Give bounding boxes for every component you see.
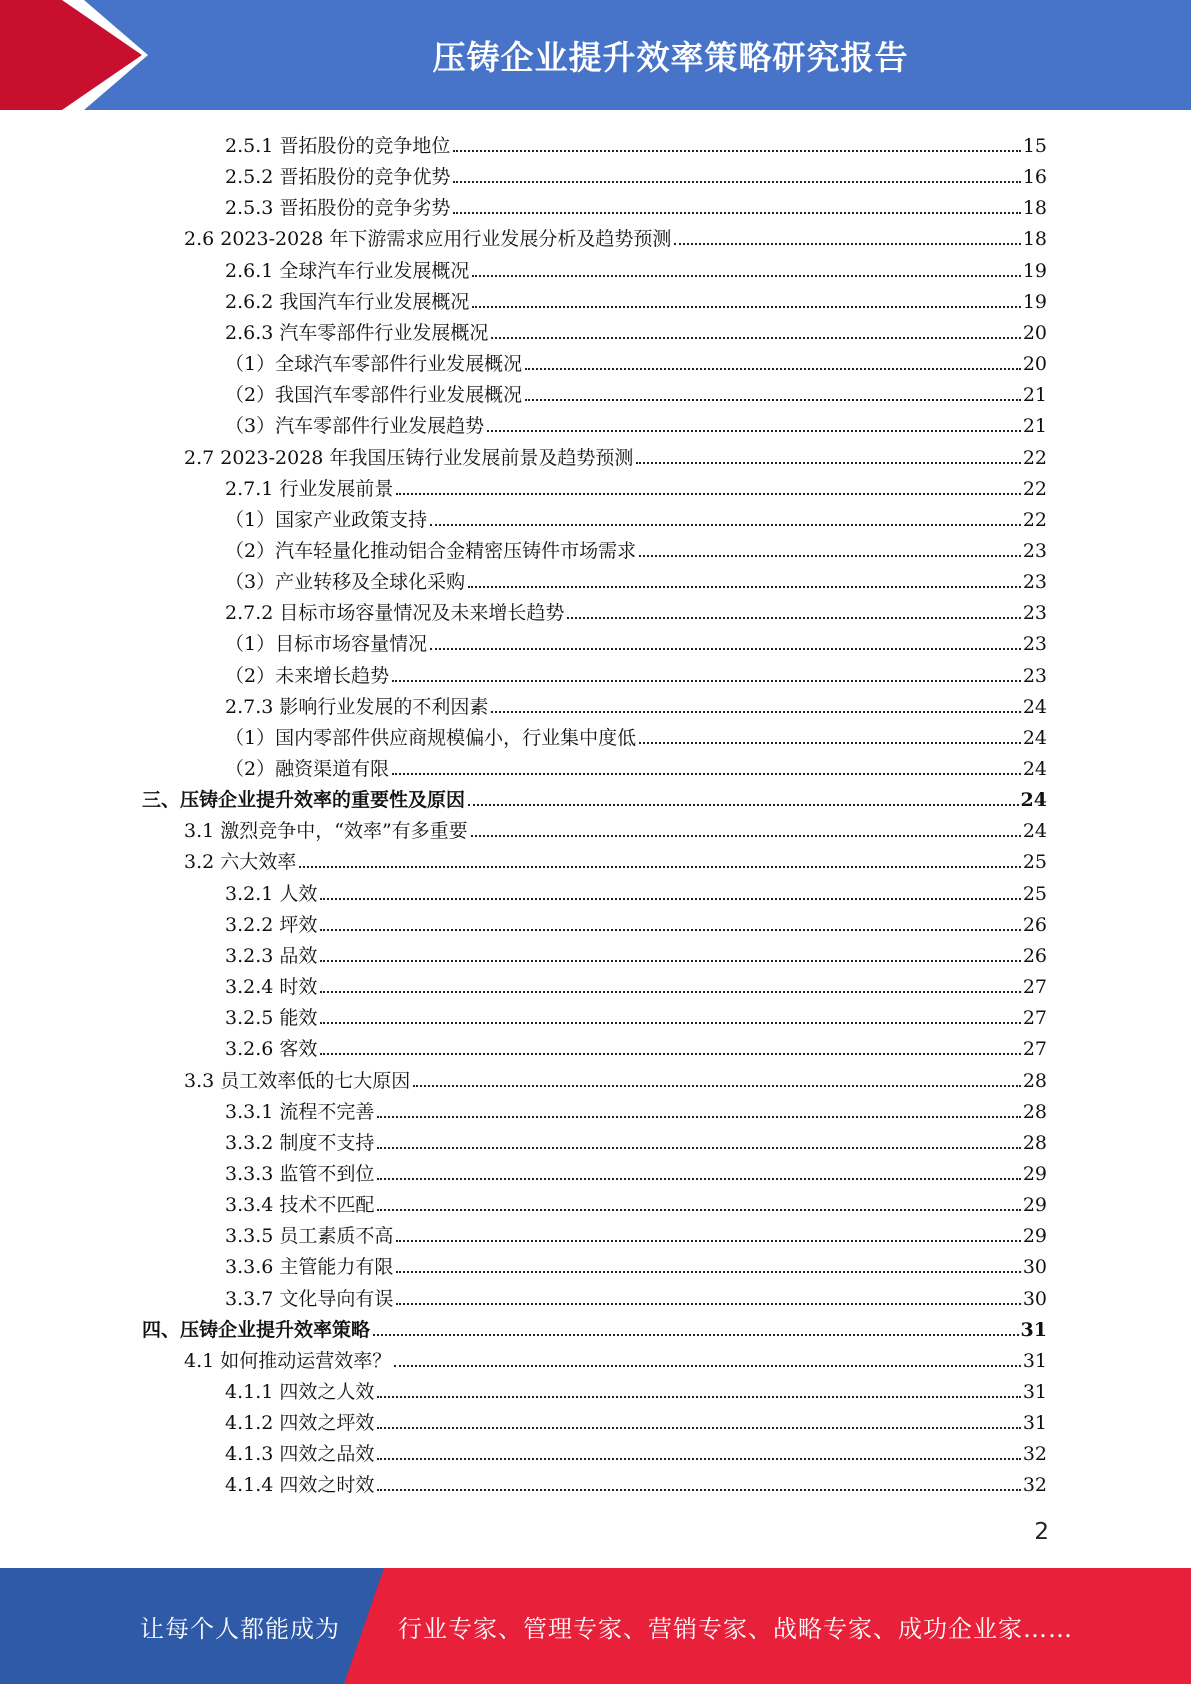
toc-dot-leader <box>377 1178 1020 1180</box>
toc-dot-leader <box>468 804 1019 806</box>
toc-dot-leader <box>487 430 1021 432</box>
toc-entry-label: （2）我国汽车零部件行业发展概况 <box>225 384 523 407</box>
toc-entry-page: 32 <box>1022 1443 1047 1466</box>
toc-dot-leader <box>639 742 1021 744</box>
toc-entry-page: 24 <box>1022 726 1047 749</box>
toc-entry[interactable] <box>225 688 1047 719</box>
toc-entry[interactable] <box>225 1435 1047 1466</box>
toc-dot-leader <box>377 1396 1020 1398</box>
toc-entry-label: 3.3.6 主管能力有限 <box>225 1256 394 1279</box>
toc-entry-label: 4.1.3 四效之品效 <box>225 1443 375 1466</box>
toc-entry[interactable] <box>225 750 1047 781</box>
toc-entry[interactable] <box>225 127 1047 158</box>
toc-dot-leader <box>472 306 1020 308</box>
toc-entry-page: 15 <box>1022 135 1047 157</box>
toc-entry-label: （3）汽车零部件行业发展趋势 <box>225 415 485 438</box>
toc-entry[interactable] <box>225 314 1047 345</box>
toc-entry[interactable] <box>225 345 1047 376</box>
toc-entry-label: 3.3.2 制度不支持 <box>225 1131 375 1154</box>
toc-entry-label: 2.6.3 汽车零部件行业发展概况 <box>225 321 489 344</box>
footer-slogan-right: 行业专家、管理专家、营销专家、战略专家、成功企业家…… <box>398 1614 1073 1643</box>
toc-entry-label: （1）目标市场容量情况 <box>225 633 428 656</box>
toc-dot-leader <box>392 773 1021 775</box>
toc-entry[interactable] <box>184 1342 1047 1373</box>
toc-entry-label: 2.7.3 影响行业发展的不利因素 <box>225 695 489 718</box>
toc-entry[interactable] <box>225 1093 1047 1124</box>
toc-entry-page: 31 <box>1020 1318 1047 1341</box>
toc-entry-label: 3.2.6 客效 <box>225 1038 318 1061</box>
toc-entry-label: 4.1.2 四效之坪效 <box>225 1412 375 1435</box>
toc-dot-leader <box>377 1116 1020 1118</box>
toc-dot-leader <box>396 1240 1020 1242</box>
toc-entry-label: （1）国家产业政策支持 <box>225 508 428 531</box>
toc-dot-leader <box>320 1022 1020 1024</box>
toc-entry[interactable] <box>142 781 1047 812</box>
toc-entry[interactable] <box>225 719 1047 750</box>
toc-entry[interactable] <box>225 1124 1047 1155</box>
toc-entry-label: （1）全球汽车零部件行业发展概况 <box>225 353 523 376</box>
toc-entry-page: 25 <box>1022 851 1047 874</box>
toc-entry-page: 28 <box>1022 1069 1047 1092</box>
toc-entry[interactable] <box>225 1030 1047 1061</box>
toc-entry-label: 4.1 如何推动运营效率？ <box>184 1349 392 1372</box>
toc-entry[interactable] <box>184 220 1047 251</box>
toc-entry[interactable] <box>225 657 1047 688</box>
toc-entry[interactable] <box>225 1155 1047 1186</box>
toc-entry-page: 22 <box>1022 477 1047 500</box>
toc-entry-page: 29 <box>1022 1194 1047 1217</box>
toc-dot-leader <box>453 150 1020 152</box>
toc-entry[interactable] <box>225 594 1047 625</box>
toc-entry-label: （2）汽车轻量化推动铝合金精密压铸件市场需求 <box>225 539 637 562</box>
toc-dot-leader <box>320 960 1020 962</box>
toc-entry-label: 2.6 2023-2028 年下游需求应用行业发展分析及趋势预测 <box>184 228 672 251</box>
toc-entry[interactable] <box>225 1280 1047 1311</box>
toc-entry-label: 3.3 员工效率低的七大原因 <box>184 1069 411 1092</box>
toc-entry-page: 23 <box>1022 571 1047 594</box>
toc-dot-leader <box>639 555 1021 557</box>
toc-entry-page: 22 <box>1022 508 1047 531</box>
toc-entry[interactable] <box>225 532 1047 563</box>
toc-entry-page: 22 <box>1022 446 1047 469</box>
toc-dot-leader <box>453 181 1020 183</box>
toc-entry[interactable] <box>225 283 1047 314</box>
toc-entry-page: 30 <box>1022 1287 1047 1310</box>
toc-dot-leader <box>392 680 1021 682</box>
toc-entry[interactable] <box>225 968 1047 999</box>
toc-entry-label: 4.1.4 四效之时效 <box>225 1474 375 1497</box>
toc-entry[interactable] <box>225 563 1047 594</box>
toc-dot-leader <box>377 1209 1020 1211</box>
toc-dot-leader <box>491 711 1020 713</box>
toc-entry[interactable] <box>142 1311 1047 1342</box>
toc-entry-label: （1）国内零部件供应商规模偏小，行业集中度低 <box>225 726 637 749</box>
toc-entry-page: 23 <box>1022 539 1047 562</box>
toc-entry-page: 20 <box>1022 353 1047 376</box>
toc-dot-leader <box>453 212 1020 214</box>
page-header <box>0 0 1191 110</box>
toc-entry[interactable] <box>225 501 1047 532</box>
toc-entry-label: 3.2 六大效率 <box>184 851 297 874</box>
toc-entry-label: 2.7.2 目标市场容量情况及未来增长趋势 <box>225 602 565 625</box>
toc-entry-page: 18 <box>1022 228 1047 251</box>
toc-entry-page: 16 <box>1022 166 1047 189</box>
toc-entry-label: 2.7 2023-2028 年我国压铸行业发展前景及趋势预测 <box>184 446 634 469</box>
toc-entry-page: 21 <box>1022 384 1047 407</box>
toc-dot-leader <box>413 1085 1021 1087</box>
toc-entry-page: 24 <box>1022 758 1047 780</box>
toc-dot-leader <box>491 337 1020 339</box>
toc-dot-leader <box>396 1271 1020 1273</box>
toc-dot-leader <box>320 898 1020 900</box>
toc-entry[interactable] <box>184 1062 1047 1093</box>
toc-entry-page: 24 <box>1020 789 1047 812</box>
toc-entry-label: 3.2.2 坪效 <box>225 913 318 936</box>
toc-entry-label: 3.3.5 员工素质不高 <box>225 1225 394 1248</box>
toc-entry-label: （3）产业转移及全球化采购 <box>225 571 466 594</box>
page-number: 2 <box>1034 1519 1049 1545</box>
toc-dot-leader <box>396 493 1020 495</box>
toc-entry[interactable] <box>225 376 1047 407</box>
toc-entry-page: 23 <box>1022 602 1047 625</box>
toc-entry-page: 31 <box>1022 1349 1047 1372</box>
toc-entry[interactable] <box>225 1248 1047 1279</box>
toc-entry-label: 3.2.4 时效 <box>225 976 318 999</box>
toc-entry-page: 29 <box>1022 1225 1047 1248</box>
toc-entry[interactable] <box>225 1466 1047 1497</box>
toc-entry-label: 2.5.2 晋拓股份的竞争优势 <box>225 166 451 189</box>
toc-entry-label: 3.3.4 技术不匹配 <box>225 1194 375 1217</box>
toc-entry-page: 18 <box>1022 197 1047 220</box>
toc-entry-page: 30 <box>1022 1256 1047 1279</box>
toc-entry-label: 4.1.1 四效之人效 <box>225 1381 375 1403</box>
toc-dot-leader <box>299 866 1021 868</box>
toc-entry-label: 3.2.1 人效 <box>225 882 318 905</box>
toc-entry-page: 19 <box>1022 259 1047 282</box>
toc-entry-page: 26 <box>1022 944 1047 967</box>
toc-entry-page: 28 <box>1022 1131 1047 1154</box>
toc-entry-label: 3.3.7 文化导向有误 <box>225 1287 394 1310</box>
toc-entry-page: 23 <box>1022 664 1047 687</box>
toc-entry-label: 3.2.5 能效 <box>225 1007 318 1030</box>
toc-dot-leader <box>394 1365 1021 1367</box>
toc-dot-leader <box>636 462 1020 464</box>
toc-entry[interactable] <box>225 999 1047 1030</box>
toc-entry-page: 19 <box>1022 290 1047 313</box>
toc-entry-page: 31 <box>1022 1381 1047 1403</box>
toc-dot-leader <box>567 617 1020 619</box>
toc-entry-page: 20 <box>1022 321 1047 344</box>
toc-entry-page: 27 <box>1022 1007 1047 1030</box>
toc-entry[interactable] <box>225 1186 1047 1217</box>
toc-dot-leader <box>674 243 1020 245</box>
toc-entry-label: 3.1 激烈竞争中，“效率”有多重要 <box>184 820 468 843</box>
toc-entry[interactable] <box>225 158 1047 189</box>
toc-entry-page: 32 <box>1022 1474 1047 1497</box>
toc-entry-label: 四、压铸企业提升效率策略 <box>142 1318 371 1341</box>
toc-dot-leader <box>320 991 1020 993</box>
toc-dot-leader <box>430 524 1021 526</box>
toc-entry-page: 23 <box>1022 633 1047 656</box>
toc-entry-label: 2.5.3 晋拓股份的竞争劣势 <box>225 197 451 220</box>
toc-entry-label: 3.2.3 品效 <box>225 944 318 967</box>
footer-slogan-left: 让每个人都能成为 <box>140 1614 340 1643</box>
toc-entry[interactable] <box>225 1404 1047 1435</box>
toc-entry[interactable] <box>184 439 1047 470</box>
toc-entry[interactable] <box>184 812 1047 843</box>
toc-entry-label: 3.3.3 监管不到位 <box>225 1162 375 1185</box>
toc-entry-page: 21 <box>1022 415 1047 438</box>
toc-entry-page: 25 <box>1022 882 1047 905</box>
toc-dot-leader <box>377 1427 1020 1429</box>
toc-entry[interactable] <box>225 252 1047 283</box>
toc-entry-label: 2.6.1 全球汽车行业发展概况 <box>225 259 470 282</box>
toc-entry[interactable] <box>225 937 1047 968</box>
toc-dot-leader <box>377 1489 1020 1491</box>
toc-entry[interactable] <box>225 1373 1047 1404</box>
toc-entry[interactable] <box>225 189 1047 220</box>
toc-dot-leader <box>396 1303 1020 1305</box>
toc-entry-label: 三、压铸企业提升效率的重要性及原因 <box>142 789 466 812</box>
toc-dot-leader <box>471 835 1021 837</box>
toc-entry-page: 27 <box>1022 976 1047 999</box>
page-footer <box>0 1568 1191 1684</box>
toc-entry-label: 2.5.1 晋拓股份的竞争地位 <box>225 135 451 157</box>
toc-dot-leader <box>472 275 1020 277</box>
toc-dot-leader <box>525 368 1021 370</box>
toc-dot-leader <box>468 586 1021 588</box>
toc-entry[interactable] <box>225 1217 1047 1248</box>
toc-entry-page: 24 <box>1022 820 1047 843</box>
toc-dot-leader <box>373 1334 1019 1336</box>
toc-entry-page: 27 <box>1022 1038 1047 1061</box>
toc-entry-label: 2.7.1 行业发展前景 <box>225 477 394 500</box>
toc-dot-leader <box>320 1053 1020 1055</box>
toc-entry[interactable] <box>225 625 1047 656</box>
toc-entry-label: （2）未来增长趋势 <box>225 664 390 687</box>
toc-entry-page: 31 <box>1022 1412 1047 1435</box>
toc-dot-leader <box>320 929 1020 931</box>
toc-entry-label: （2）融资渠道有限 <box>225 758 390 780</box>
toc-entry-page: 29 <box>1022 1162 1047 1185</box>
toc-entry-page: 24 <box>1022 695 1047 718</box>
toc-entry[interactable] <box>184 843 1047 874</box>
document-title: 压铸企业提升效率策略研究报告 <box>432 37 909 77</box>
toc-entry[interactable] <box>225 875 1047 906</box>
toc-entry-label: 3.3.1 流程不完善 <box>225 1100 375 1123</box>
toc-dot-leader <box>377 1458 1020 1460</box>
toc-dot-leader <box>377 1147 1020 1149</box>
toc-dot-leader <box>430 648 1021 650</box>
toc-entry-page: 26 <box>1022 913 1047 936</box>
toc-entry[interactable] <box>225 470 1047 501</box>
toc-entry[interactable] <box>225 407 1047 438</box>
toc-entry-page: 28 <box>1022 1100 1047 1123</box>
toc-entry-label: 2.6.2 我国汽车行业发展概况 <box>225 290 470 313</box>
toc-entry[interactable] <box>225 906 1047 937</box>
toc-dot-leader <box>525 399 1021 401</box>
